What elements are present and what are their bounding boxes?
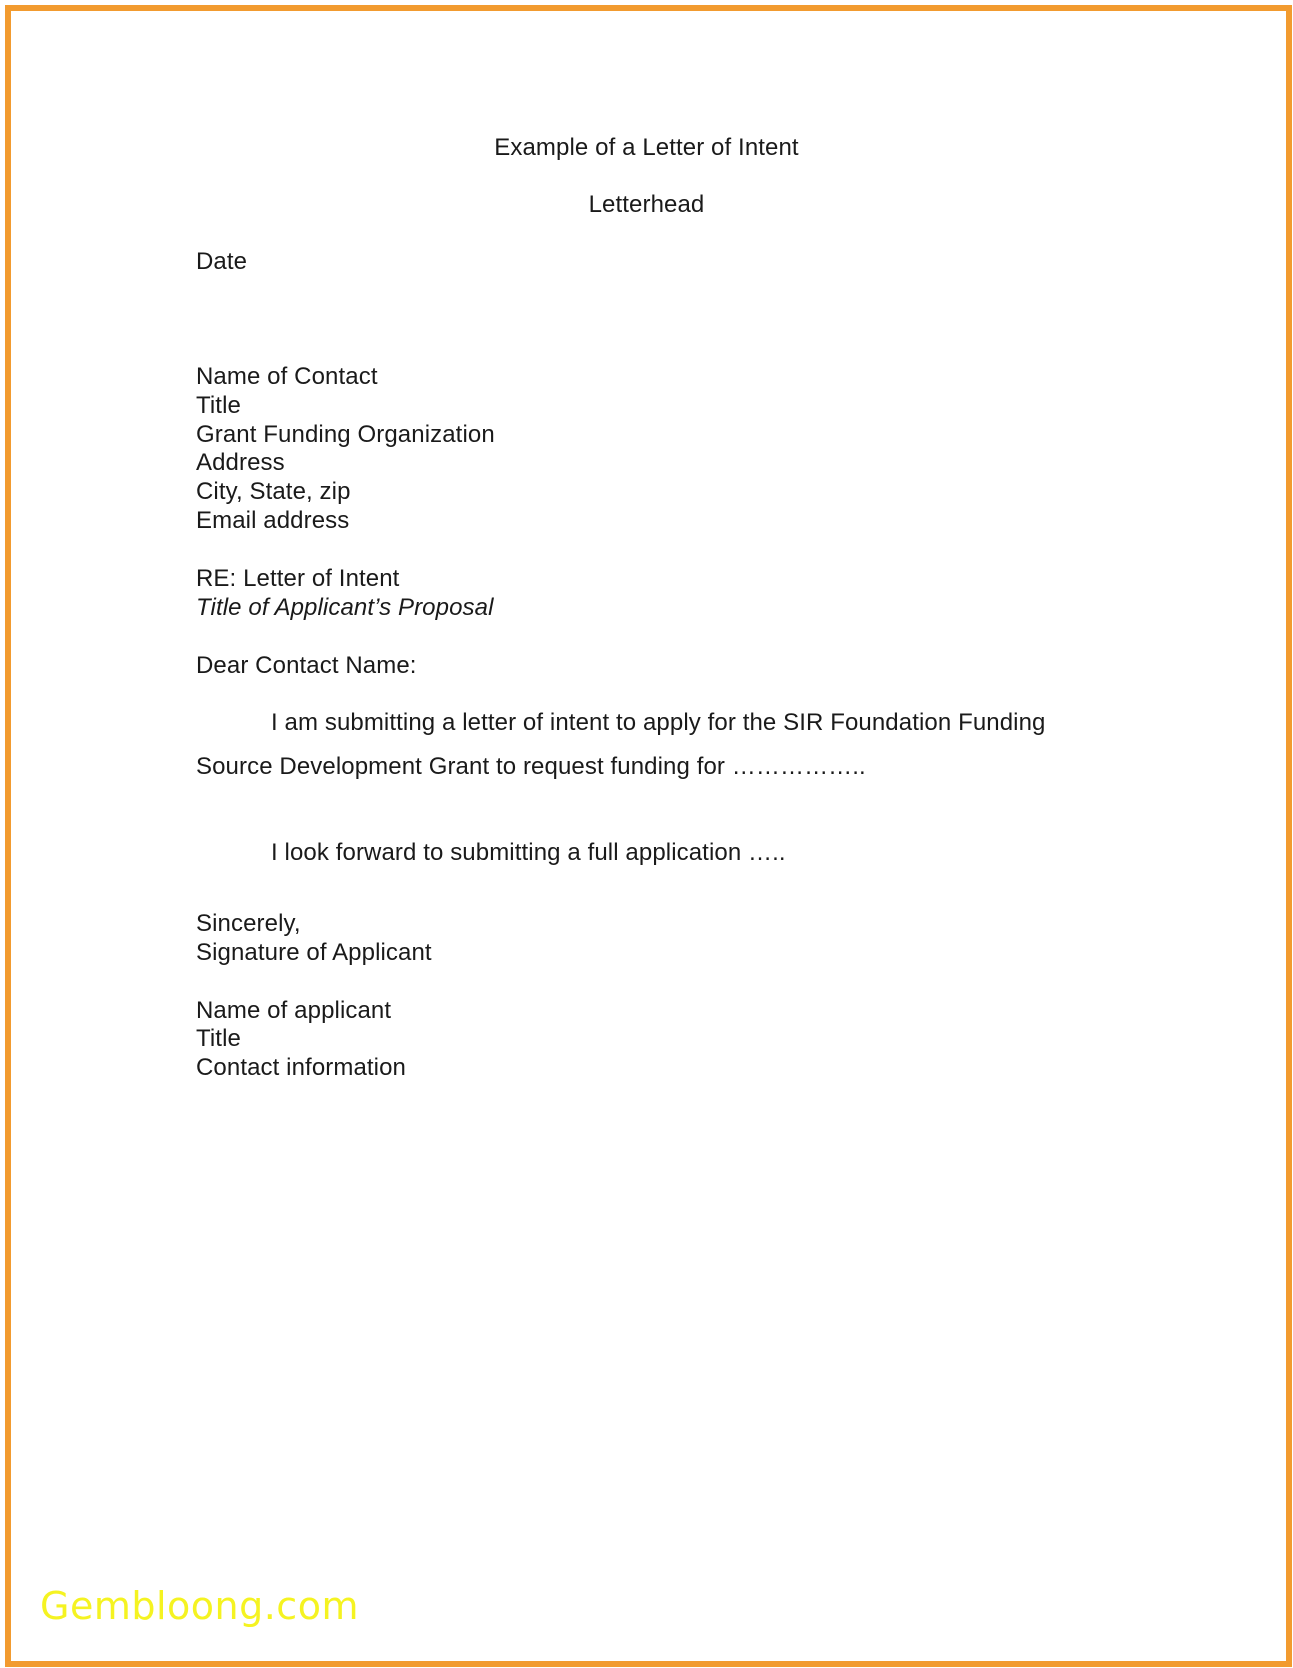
- document-heading: Example of a Letter of Intent: [494, 134, 799, 161]
- date-line: Date: [196, 248, 248, 275]
- proposal-title: Title of Applicant’s Proposal: [196, 594, 494, 621]
- recipient-organization: Grant Funding Organization: [196, 421, 495, 448]
- watermark: Gembloong.com: [40, 1584, 359, 1628]
- letterhead: Letterhead: [588, 191, 705, 218]
- recipient-address: Address: [196, 449, 285, 476]
- salutation: Dear Contact Name:: [196, 652, 417, 679]
- recipient-title: Title: [196, 392, 241, 419]
- re-line: RE: Letter of Intent: [196, 565, 400, 592]
- recipient-name: Name of Contact: [196, 363, 378, 390]
- paragraph-1-line-2: Source Development Grant to request funding for ……………..: [196, 753, 866, 780]
- paragraph-2: I look forward to submitting a full application …..: [271, 839, 786, 866]
- recipient-city-state-zip: City, State, zip: [196, 478, 351, 505]
- signature-line: Signature of Applicant: [196, 939, 432, 966]
- recipient-email: Email address: [196, 507, 350, 534]
- applicant-contact: Contact information: [196, 1054, 407, 1081]
- applicant-name: Name of applicant: [196, 997, 392, 1024]
- closing: Sincerely,: [196, 910, 301, 937]
- applicant-title: Title: [196, 1025, 241, 1052]
- paragraph-1-line-1: I am submitting a letter of intent to apply for the SIR Foundation Funding: [271, 709, 1046, 736]
